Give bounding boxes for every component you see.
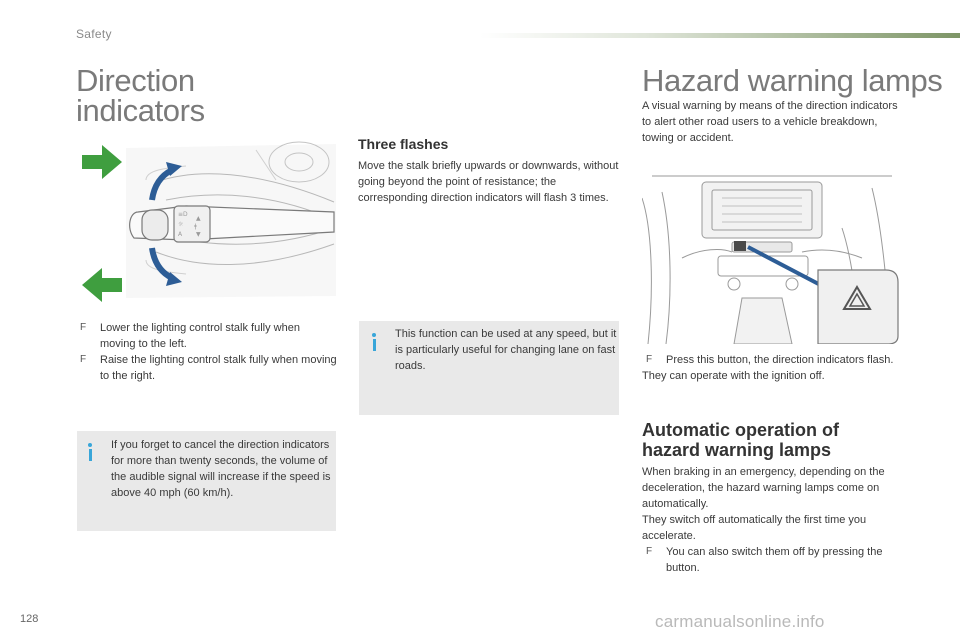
direction-title-line2: indicators (76, 93, 205, 128)
three-flashes-title: Three flashes (358, 136, 449, 152)
header-rule (480, 33, 960, 38)
three-flashes-info-text: This function can be used at any speed, but it is particularly useful for changing lane on fast roads. (395, 328, 617, 372)
direction-bullet-left-text: Lower the lighting control stalk fully when moving to the left. (100, 322, 300, 350)
hazard-triangle-icon[interactable] (842, 284, 872, 312)
bullet-marker: F (80, 322, 87, 333)
page-number: 128 (20, 613, 39, 625)
direction-bullet-right (76, 352, 338, 384)
automatic-text-1: When braking in an emergency, depending on the deceleration, the hazard warning lamps come on automatically. (642, 466, 885, 510)
hazard-title: Hazard warning lamps (642, 63, 943, 98)
svg-text:ǂ: ǂ (194, 223, 197, 230)
bullet-marker: F (646, 354, 653, 365)
direction-info-text: If you forget to cancel the direction indicators for more than twenty seconds, the volume of the audible signal will increase if the speed is above 40 mph (60 km/h). (111, 439, 331, 499)
automatic-bullet-text: You can also switch them off by pressing the button. (666, 546, 883, 574)
hazard-bullet-text: Press this button, the direction indicators flash. (666, 354, 894, 366)
automatic-title-line2: hazard warning lamps (642, 440, 832, 460)
dashboard-illustration (642, 168, 902, 344)
automatic-title-line1: Automatic operation of (642, 420, 839, 440)
direction-title-line1: Direction (76, 63, 195, 98)
svg-text:▼: ▼ (196, 231, 201, 238)
three-flashes-info-box (359, 321, 619, 415)
automatic-bullet (642, 544, 904, 576)
hazard-bullets (642, 352, 904, 384)
automatic-body (642, 464, 904, 576)
stalk-illustration (126, 140, 336, 300)
automatic-text-2: They switch off automatically the first time you accelerate. (642, 514, 867, 542)
svg-text:▲: ▲ (196, 215, 201, 222)
hazard-note: They can operate with the ignition off. (642, 370, 825, 382)
bullet-marker: F (80, 354, 87, 365)
svg-text:☼: ☼ (178, 221, 184, 228)
three-flashes-text: Move the stalk briefly upwards or downwards, without going beyond the point of resistance; the corresponding direction indicators will flash 3 times. (358, 160, 619, 204)
svg-text:≡D: ≡D (178, 211, 188, 218)
direction-info-box (77, 431, 336, 531)
direction-bullet-right-text: Raise the lighting control stalk fully when moving to the right. (100, 354, 337, 382)
green-arrow-left-icon (80, 266, 124, 304)
direction-bullet-left (76, 320, 338, 352)
automatic-title (642, 420, 839, 460)
watermark: carmanualsonline.info (655, 612, 825, 631)
bullet-marker: F (646, 546, 653, 557)
hazard-bullet (642, 352, 904, 368)
direction-title (76, 63, 205, 128)
svg-text:A: A (178, 231, 183, 238)
hazard-intro: A visual warning by means of the direction indicators to alert other road users to a vehicle breakdown, towing or accident. (642, 100, 898, 144)
info-icon (371, 333, 377, 351)
green-arrow-right-icon (80, 143, 124, 181)
section-label: Safety (76, 27, 112, 41)
info-icon (87, 443, 93, 461)
direction-bullets (76, 320, 338, 384)
